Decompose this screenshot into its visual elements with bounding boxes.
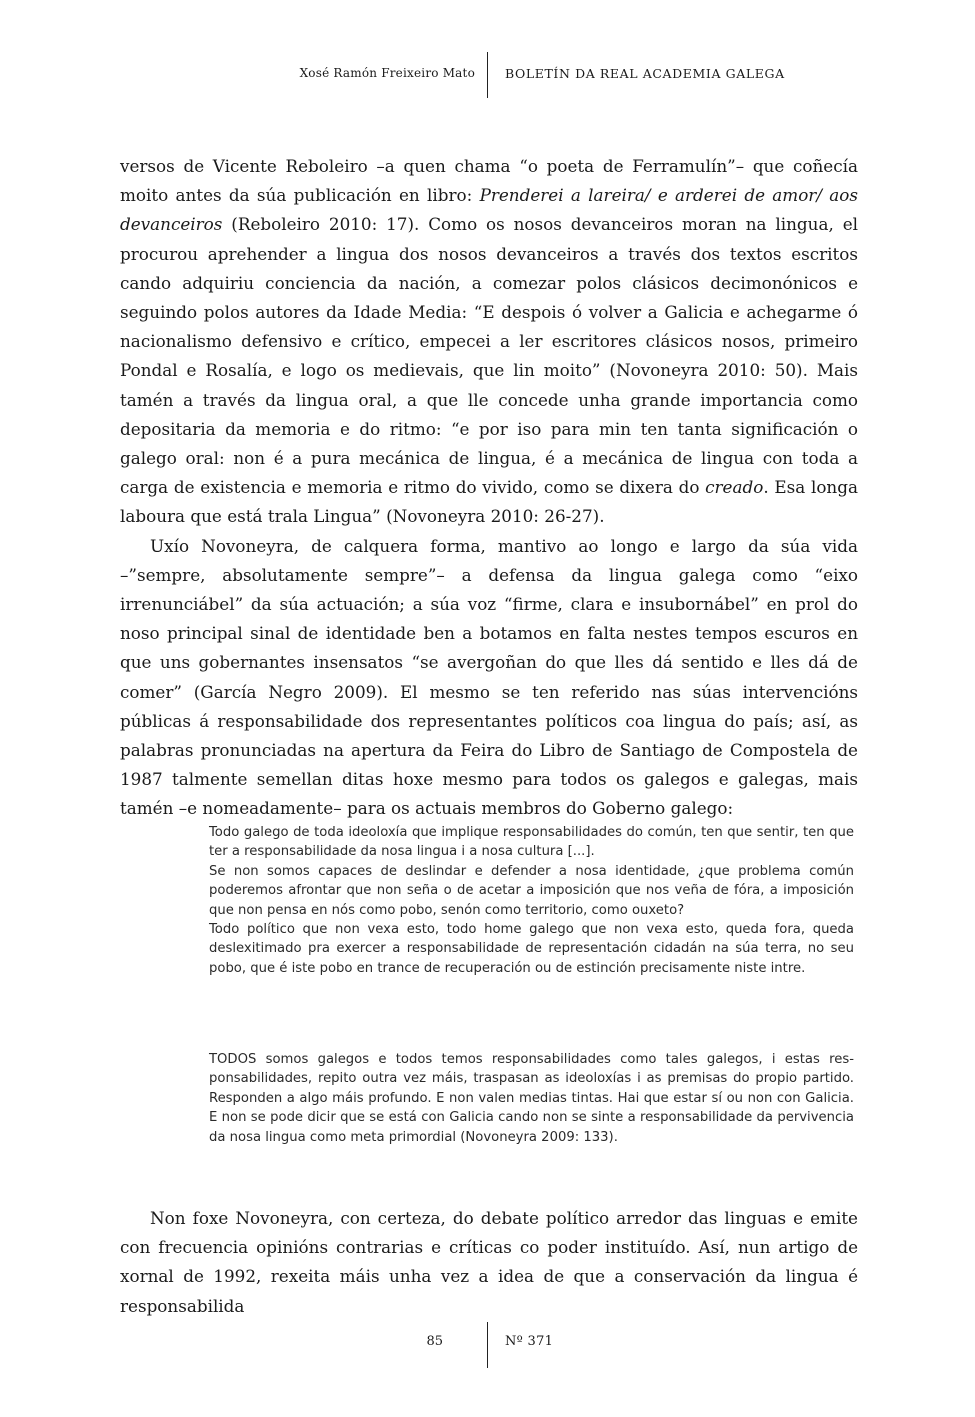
header-divider: [487, 52, 488, 98]
footer-divider: [487, 1322, 488, 1368]
quote-2-text: TODOS somos galegos e todos temos responsabilidades como tales galegos, i estas responsabilidades, repito outra vez máis, traspasan as ideoloxías i as premisas do propio partido. Responden a algo máis profundo. E non valen medias tintas. Hai que estar sí ou non con Galicia. E non se pode dicir que se está con Galicia cando non se sinte a responsabilidade da pervivencia da nosa lingua como meta primordial (Novoneyra 2009: 133).: [209, 1052, 854, 1145]
body-text-top: [120, 152, 858, 824]
paragraph-1-text-c: . Esa longa laboura que está trala Lingua” (Novoneyra 2010: 26-27).: [120, 477, 858, 527]
quote-1-line-2: Se non somos capaces de deslindar e defender a nosa identidade, ¿que problema común poderemos afrontar que non seña o de acetar a imposición que nos veña de fóra, a imposición que non pensa en nós como pobo, senón como territorio, como ouxeto?: [209, 863, 854, 918]
paragraph-1-italic-word: creado: [705, 477, 764, 498]
paragraph-1-text-b: (Reboleiro 2010: 17). Como os nosos devanceiros moran na lingua, el procurou aprehender a lingua dos nosos devanceiros a través dos textos escritos cando adquiriu conciencia da nación, a comezar polos clásicos decimonónicos e seguindo polos autores da Idade Media: “E despois ó volver a Galicia e achegarme ó nacionalismo defensivo e crítico, empecei a ler escritores clásicos nosos, primeiro Pondal e Rosalía, e logo os medievais, que lin moito” (Novoneyra 2010: 50). Mais tamén a través da lingua oral, a que lle concede unha grande importancia como depositaria da memoria e do ritmo: “e por iso para min ten tanta significación o galego oral: non é a pura mecánica de lingua, é a mecánica de lingua con toda a carga de existencia e memoria e ritmo do vivido, como se dixera do: [120, 214, 858, 498]
paragraph-3: Non foxe Novoneyra, con certeza, do debate político arredor das linguas e emite con frecuencia opinións contrarias e críticas co poder instituído. Así, nun artigo de xornal de 1992, rexeita máis unha vez a idea de que a conservación da lingua é responsabilida: [120, 1208, 858, 1316]
header-author: Xosé Ramón Freixeiro Mato: [299, 66, 475, 80]
paragraph-1-verse-quote: Prenderei a lareira/ e arderei de amor/ aos devanceiros: [120, 185, 858, 235]
header-journal-title: BOLETÍN DA REAL ACADEMIA GALEGA: [505, 66, 785, 81]
quote-1-line-3: Todo político que non vexa esto, todo home galego que non vexa esto, queda fora, queda deslexitimado pra exercer a responsabilidade de representación cidadán na súa terra, no seu pobo, que é iste pobo en trance de recuperación ou de estinción precisamente niste intre.: [209, 922, 854, 976]
body-text-bottom: [120, 1204, 858, 1321]
running-head: [0, 62, 975, 98]
block-quote-1: [209, 823, 854, 978]
issue-number: Nº 371: [505, 1334, 554, 1349]
paragraph-1: [120, 152, 858, 532]
page-footer: [0, 1330, 975, 1370]
paragraph-2: Uxío Novoneyra, de calquera forma, mantivo ao longo e largo da súa vida –”sempre, absolutamente sempre”– a defensa da lingua galega como “eixo irrenunciábel” da súa actuación; a súa voz “firme, clara e insubornábel” en prol do noso principal sinal de identidade ben a botamos en falta nestes tempos escuros en que uns gobernantes insensatos “se avergoñan do que lles dá sentido e lles dá de comer” (García Negro 2009). El mesmo se ten referido nas súas intervencións públicas á responsabilidade dos representantes políticos coa lingua do país; así, as palabras pronunciadas na apertura da Feira do Libro de Santiago de Compostela de 1987 talmente semellan ditas hoxe mesmo para todos os galegos e galegas, mais tamén –e nomeadamente– para os actuais membros do Goberno galego:: [120, 535, 858, 819]
quote-1-line-1: Todo galego de toda ideoloxía que implique responsabilidades do común, ten que sentir, ten que ter a responsabilidade da nosa lingua i a nosa cultura [...].: [209, 825, 854, 860]
block-quote-2: [209, 1050, 854, 1147]
page-number: 85: [426, 1334, 443, 1349]
paragraph-1-text-a: versos de Vicente Reboleiro –a quen chama “o poeta de Ferramulín”– que coñecía moito antes da súa publicación en libro:: [120, 156, 858, 206]
